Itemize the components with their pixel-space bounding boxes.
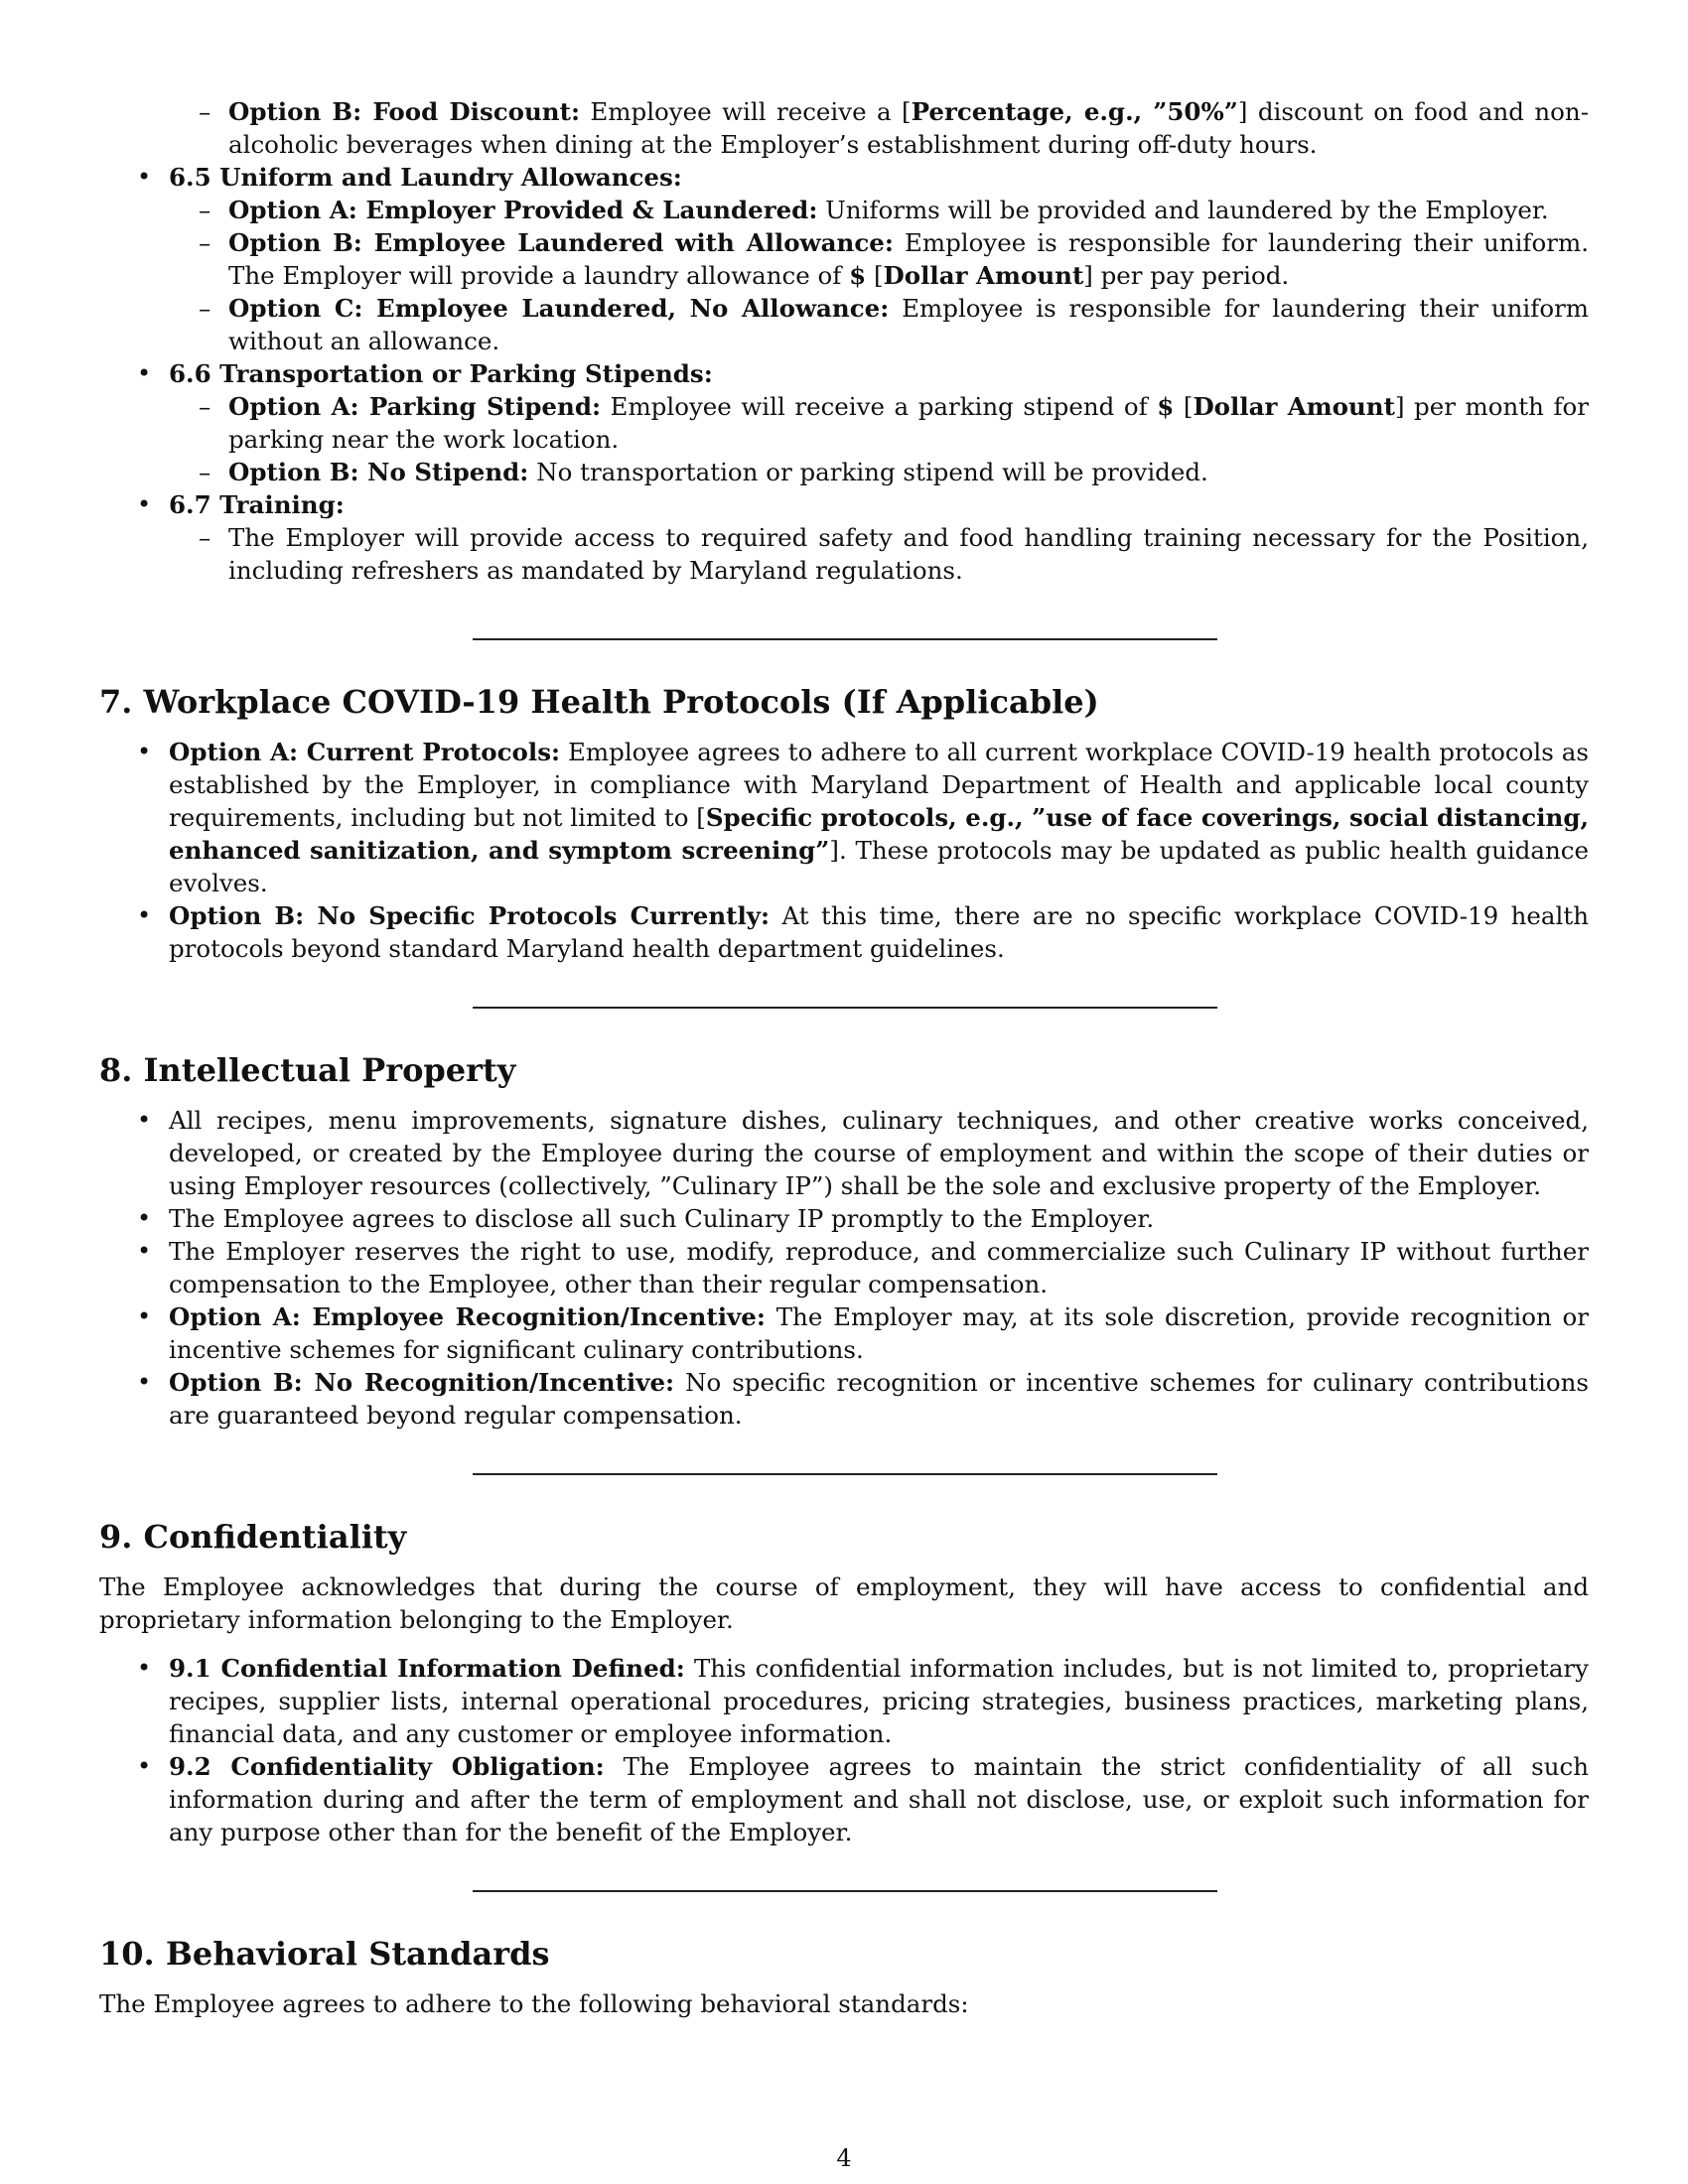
transport-option-b: – Option B: No Stipend: No transportation or parking stipend will be provided. xyxy=(169,456,1589,488)
section-divider xyxy=(473,1007,1217,1009)
uniform-option-c: – Option C: Employee Laundered, No Allowance: Employee is responsible for laundering their uniform without an allowance. xyxy=(169,292,1589,357)
food-option-b: – Option B: Food Discount: Employee will receive a [Percentage, e.g., ”50%”] discount on food and non-alcoholic beverages when dining at the Employer’s establishment during off-duty hours. xyxy=(169,95,1589,161)
training xyxy=(99,488,1589,587)
ip-option-b: • Option B: No Recognition/Incentive: No specific recognition or incentive schemes for culinary contributions are guaranteed beyond regular compensation. xyxy=(99,1366,1589,1432)
food-options-list xyxy=(169,95,1589,161)
covid-option-a: • Option A: Current Protocols: Employee agrees to adhere to all current workplace COVID-19 health protocols as established by the Employer, in compliance with Maryland Department of Health and applicable local county requirements, including but not limited to [Specific protocols, e.g., ”use of face coverings, social distancing, enhanced sanitization, and symptom screening”]. These protocols may be updated as public health guidance evolves. xyxy=(99,736,1589,899)
section-7-heading: 7. Workplace COVID-19 Health Protocols (If Applicable) xyxy=(99,683,1099,721)
uniform-option-a: – Option A: Employer Provided & Laundered: Uniforms will be provided and laundered by the Employer. xyxy=(169,194,1589,226)
section-9-list xyxy=(99,1652,1589,1848)
section-10-intro: The Employee agrees to adhere to the following behavioral standards: xyxy=(99,1989,969,2018)
option-label: Option B: Food Discount: xyxy=(228,97,580,126)
confidential-obligation: • 9.2 Confidentiality Obligation: The Employee agrees to maintain the strict confidentiality of all such information during and after the term of employment and shall not disclose, use, or exploit such information for any purpose other than for the benefit of the Employer. xyxy=(99,1750,1589,1848)
placeholder-field: Dollar Amount xyxy=(883,261,1084,290)
section-8-heading: 8. Intellectual Property xyxy=(99,1051,516,1089)
ip-item: • The Employee agrees to disclose all such Culinary IP promptly to the Employer. xyxy=(99,1202,1589,1235)
training-text: – The Employer will provide access to required safety and food handling training necessary for the Position, including refreshers as mandated by Maryland regulations. xyxy=(169,521,1589,587)
ip-option-a: • Option A: Employee Recognition/Incentive: The Employer may, at its sole discretion, provide recognition or incentive schemes for significant culinary contributions. xyxy=(99,1300,1589,1366)
ip-item: • All recipes, menu improvements, signature dishes, culinary techniques, and other creative works conceived, developed, or created by the Employee during the course of employment and within the scope of their duties or using Employer resources (collectively, ”Culinary IP”) shall be the sole and exclusive property of the Employer. xyxy=(99,1104,1589,1202)
placeholder-field: Dollar Amount xyxy=(1193,392,1395,421)
uniform-option-b: – Option B: Employee Laundered with Allowance: Employee is responsible for laundering their uniform. The Employer will provide a laundry allowance of $ [Dollar Amount] per pay period. xyxy=(169,226,1589,292)
uniform-allowances xyxy=(99,161,1589,357)
confidential-defined: • 9.1 Confidential Information Defined: This confidential information includes, but is not limited to, proprietary recipes, supplier lists, internal operational procedures, pricing strategies, business practices, marketing plans, financial data, and any customer or employee information. xyxy=(99,1652,1589,1750)
section-10-heading: 10. Behavioral Standards xyxy=(99,1935,550,1973)
transportation-stipends xyxy=(99,357,1589,488)
subsection-heading: 6.7 Training: xyxy=(169,490,345,519)
document-page xyxy=(99,95,1589,2020)
section-divider xyxy=(473,638,1217,640)
transport-options xyxy=(169,390,1589,488)
placeholder-field: Specific protocols, e.g., ”use of face coverings, social distancing, enhanced sanitization, and symptom screening” xyxy=(169,803,1589,865)
placeholder-field: Percentage, e.g., ”50%” xyxy=(911,97,1238,126)
page-number: 4 xyxy=(836,2144,852,2172)
section-divider xyxy=(473,1473,1217,1475)
section-6-list xyxy=(99,161,1589,587)
training-items xyxy=(169,521,1589,587)
section-9-intro: The Employee acknowledges that during the course of employment, they will have access to confidential and proprietary information belonging to the Employer. xyxy=(99,1572,1589,1634)
subsection-heading: 6.5 Uniform and Laundry Allowances: xyxy=(169,163,682,192)
section-divider xyxy=(473,1890,1217,1892)
ip-item: • The Employer reserves the right to use, modify, reproduce, and commercialize such Culinary IP without further compensation to the Employee, other than their regular compensation. xyxy=(99,1235,1589,1300)
uniform-options xyxy=(169,194,1589,357)
subsection-heading: 6.6 Transportation or Parking Stipends: xyxy=(169,359,713,388)
covid-option-b: • Option B: No Specific Protocols Currently: At this time, there are no specific workplace COVID-19 health protocols beyond standard Maryland health department guidelines. xyxy=(99,899,1589,965)
section-9-heading: 9. Confidentiality xyxy=(99,1518,407,1556)
section-8-list xyxy=(99,1104,1589,1432)
transport-option-a: – Option A: Parking Stipend: Employee will receive a parking stipend of $ [Dollar Amount] per month for parking near the work location. xyxy=(169,390,1589,456)
section-7-list xyxy=(99,736,1589,965)
